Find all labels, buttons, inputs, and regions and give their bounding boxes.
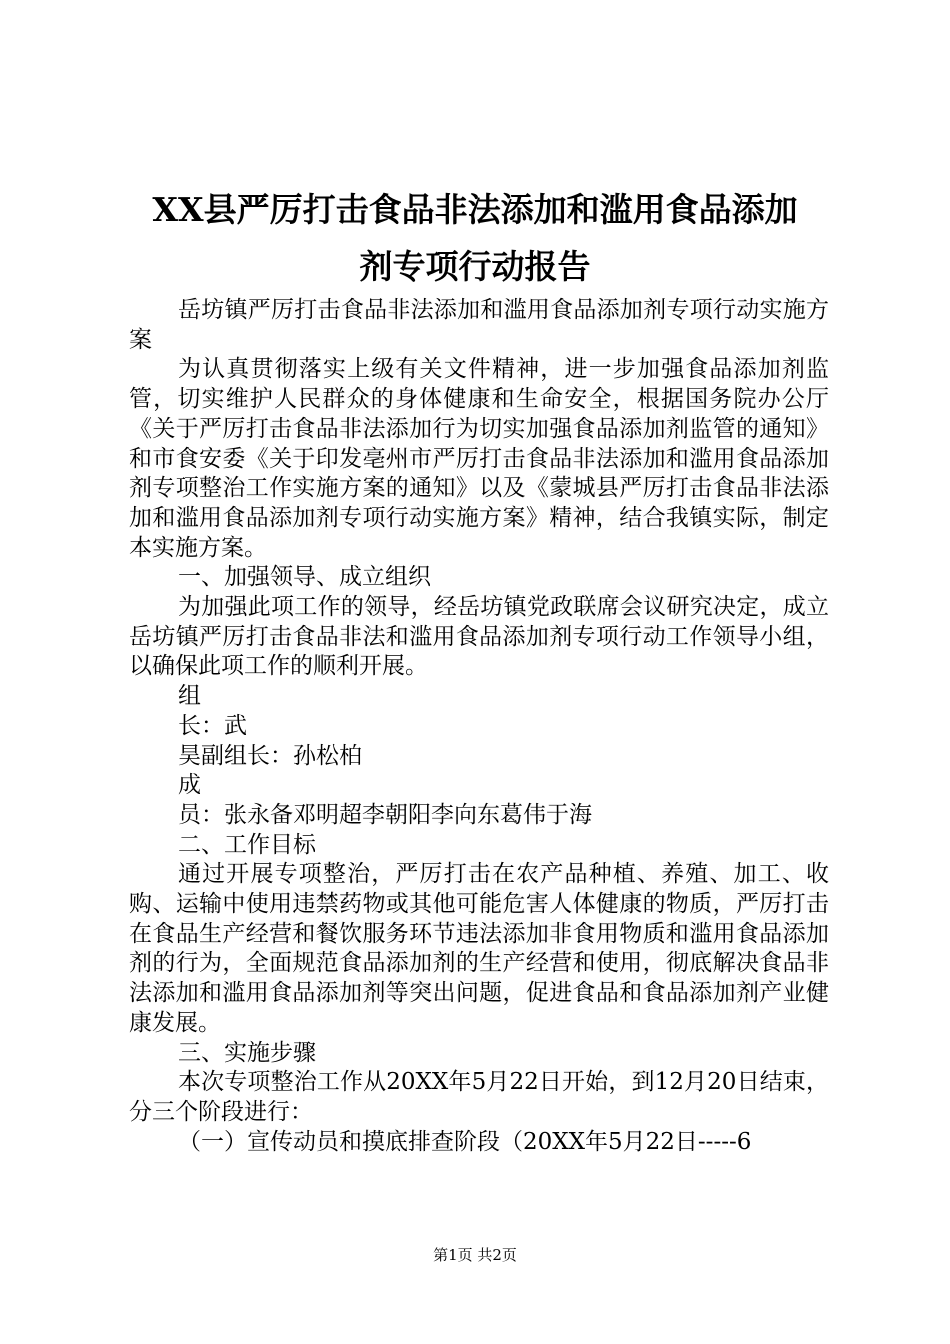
team-line-1: 组 (178, 683, 201, 710)
paragraph-leadership: 为加强此项工作的领导，经岳坊镇党政联席会议研究决定，成立岳坊镇严厉打击食品非法和滥用食品添加剂专项行动工作领导小组，以确保此项工作的顺利开展。 (129, 594, 829, 680)
team-line-3: 昊副组长：孙松柏 (178, 742, 362, 769)
team-line-5: 员：张永备邓明超李朝阳李向东葛伟于海 (178, 801, 592, 828)
team-line-2: 长：武 (178, 712, 247, 739)
team-line-4: 成 (178, 772, 201, 799)
document-title-line-2: 剂专项行动报告 (359, 247, 591, 286)
page-footer: 第1页 共2页 (433, 1246, 517, 1264)
document-title-line-1: XX县严厉打击食品非法添加和滥用食品添加 (152, 190, 798, 229)
section-heading-2: 二、工作目标 (178, 831, 316, 858)
paragraph-plan-title: 岳坊镇严厉打击食品非法添加和滥用食品添加剂专项行动实施方案 (129, 297, 829, 353)
paragraph-phase-1: （一）宣传动员和摸底排查阶段（20XX年5月22日-----6 (178, 1128, 752, 1155)
section-heading-3: 三、实施步骤 (178, 1039, 316, 1066)
document-body (129, 296, 829, 1157)
paragraph-schedule: 本次专项整治工作从20XX年5月22日开始，到12月20日结束，分三个阶段进行： (129, 1069, 829, 1125)
section-heading-1: 一、加强领导、成立组织 (178, 564, 431, 591)
paragraph-goals: 通过开展专项整治，严厉打击在农产品种植、养殖、加工、收购、运输中使用违禁药物或其他可能危害人体健康的物质，严厉打击在食品生产经营和餐饮服务环节违法添加非食用物质和滥用食品添加剂的行为，全面规范食品添加剂的生产经营和使用，彻底解决食品非法添加和滥用食品添加剂等突出问题，促进食品和食品添加剂产业健康发展。 (129, 861, 829, 1036)
paragraph-intro: 为认真贯彻落实上级有关文件精神，进一步加强食品添加剂监管，切实维护人民群众的身体健康和生命安全，根据国务院办公厅《关于严厉打击食品非法添加行为切实加强食品添加剂监管的通知》和市食安委《关于印发亳州市严厉打击食品非法添加和滥用食品添加剂专项整治工作实施方案的通知》以及《蒙城县严厉打击食品非法添加和滥用食品添加剂专项行动实施方案》精神，结合我镇实际，制定本实施方案。 (129, 356, 829, 561)
